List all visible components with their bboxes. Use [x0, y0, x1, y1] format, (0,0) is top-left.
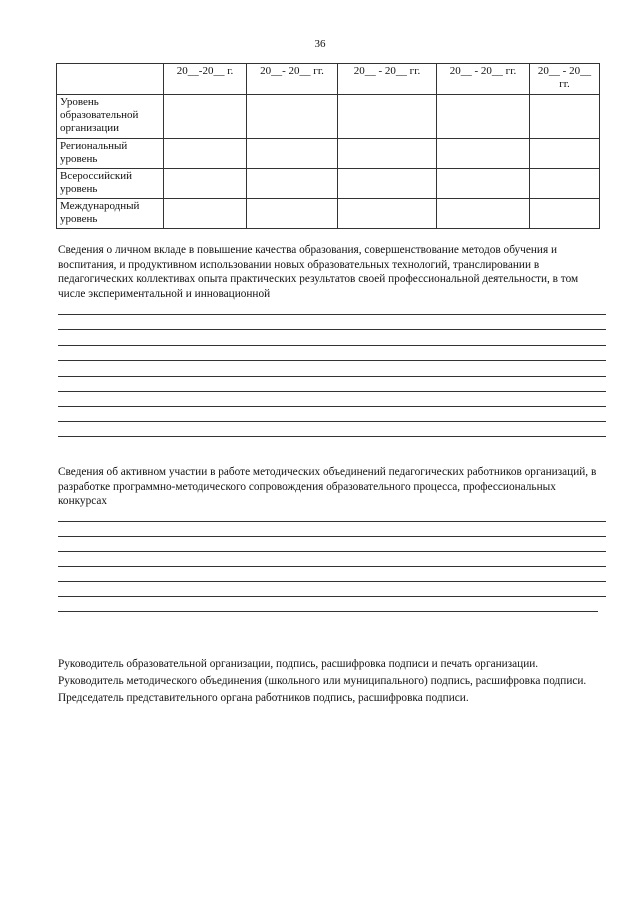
- methodical-participation-heading: Сведения об активном участии в работе методических объединений педагогических работников организаций, в разработке программно-методического сопровождения образовательного процесса, профессиональных конкурсах: [58, 466, 597, 507]
- table-row: [57, 95, 600, 139]
- table-cell[interactable]: [247, 169, 338, 199]
- answer-line[interactable]: [58, 566, 606, 567]
- signature-line-methodical-head: Руководитель методического объединения (школьного или муниципального) подпись, расшифровка подписи.: [58, 675, 587, 687]
- answer-line[interactable]: [58, 551, 606, 552]
- table-cell[interactable]: [164, 199, 247, 229]
- answer-line[interactable]: [58, 436, 606, 437]
- table-header-period-3: 20__ - 20__ гг.: [338, 64, 437, 95]
- answer-line[interactable]: [58, 360, 606, 361]
- answer-line[interactable]: [58, 596, 606, 597]
- table-cell[interactable]: [437, 139, 530, 169]
- table-cell[interactable]: [247, 139, 338, 169]
- table-row: [57, 169, 600, 199]
- answer-line[interactable]: [58, 536, 606, 537]
- answer-line[interactable]: [58, 376, 606, 377]
- answer-line[interactable]: [58, 314, 606, 315]
- table-header-row: [57, 64, 600, 95]
- table-cell[interactable]: [338, 139, 437, 169]
- row-label-national: Всероссийский уровень: [57, 169, 164, 199]
- answer-line[interactable]: [58, 581, 606, 582]
- table-cell[interactable]: [530, 95, 600, 139]
- row-label-international: Международный уровень: [57, 199, 164, 229]
- table-header-period-5: 20__ - 20__ гг.: [530, 64, 600, 95]
- answer-line[interactable]: [58, 521, 606, 522]
- table-row: [57, 199, 600, 229]
- table-cell[interactable]: [247, 95, 338, 139]
- table-cell[interactable]: [437, 199, 530, 229]
- table-cell[interactable]: [338, 95, 437, 139]
- answer-line[interactable]: [58, 391, 606, 392]
- table-cell[interactable]: [164, 95, 247, 139]
- answer-line[interactable]: [58, 345, 606, 346]
- personal-contribution-heading: Сведения о личном вкладе в повышение качества образования, совершенствование методов обучения и воспитания, и продуктивном использовании новых образовательных технологий, транслировании в педагогических коллективах опыта практических результатов своей профессиональной деятельности, в том числе экспериментальной и инновационной: [58, 244, 579, 300]
- table-header-period-1: 20__-20__ г.: [164, 64, 247, 95]
- signature-line-organization-head: Руководитель образовательной организации, подпись, расшифровка подписи и печать организации.: [58, 658, 539, 670]
- table-cell[interactable]: [530, 199, 600, 229]
- table-cell[interactable]: [338, 199, 437, 229]
- row-label-organization: Уровень образовательной организации: [57, 95, 164, 139]
- table-header-period-4: 20__ - 20__ гг.: [437, 64, 530, 95]
- table-header-corner: [57, 64, 164, 95]
- table-header-period-2: 20__- 20__ гг.: [247, 64, 338, 95]
- answer-line[interactable]: [58, 611, 598, 612]
- table-cell[interactable]: [437, 169, 530, 199]
- table-cell[interactable]: [530, 139, 600, 169]
- table-row: [57, 139, 600, 169]
- signatures-block: [58, 657, 606, 705]
- answer-line[interactable]: [58, 406, 606, 407]
- table-cell[interactable]: [164, 169, 247, 199]
- table-cell[interactable]: [437, 95, 530, 139]
- answer-line[interactable]: [58, 329, 606, 330]
- table-cell[interactable]: [338, 169, 437, 199]
- achievement-levels-table: [56, 63, 600, 229]
- row-label-regional: Региональный уровень: [57, 139, 164, 169]
- page-number: 36: [314, 38, 326, 50]
- table-cell[interactable]: [247, 199, 338, 229]
- table-cell[interactable]: [164, 139, 247, 169]
- signature-line-representative-chair: Председатель представительного органа работников подпись, расшифровка подписи.: [58, 692, 469, 704]
- table-cell[interactable]: [530, 169, 600, 199]
- answer-line[interactable]: [58, 421, 606, 422]
